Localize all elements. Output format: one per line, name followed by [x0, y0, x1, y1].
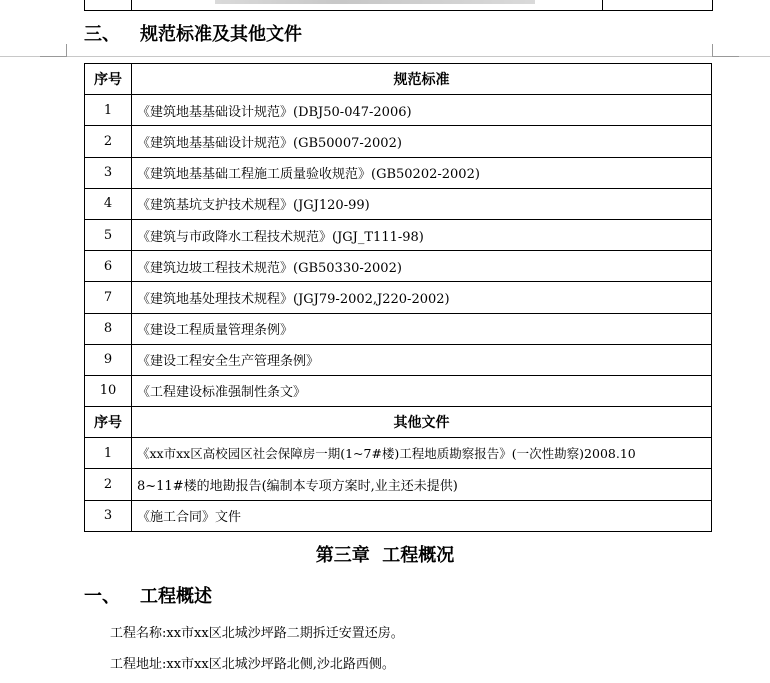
row-text: 《建筑边坡工程技术规范》(GB50330-2002): [132, 251, 712, 282]
chapter-title: 第三章 工程概况: [315, 545, 455, 566]
table-row: [85, 469, 712, 500]
page-break-rule: [0, 56, 770, 57]
row-no: 1: [85, 438, 132, 469]
row-no: 2: [85, 126, 132, 157]
table-row: [85, 126, 712, 157]
table-row: [85, 313, 712, 344]
subsection-heading: [84, 582, 212, 608]
row-no: 1: [85, 95, 132, 126]
row-text: 《建设工程质量管理条例》: [132, 313, 712, 344]
header-no: 序号: [85, 64, 132, 95]
project-address-paragraph: 工程地址:xx市xx区北城沙坪路北侧,沙北路西侧。: [110, 657, 395, 672]
table-row: [85, 375, 712, 406]
row-no: 6: [85, 251, 132, 282]
row-no: 8: [85, 313, 132, 344]
section-number: 三、: [84, 24, 120, 45]
project-name-paragraph: 工程名称:xx市xx区北城沙坪路二期拆迁安置还房。: [110, 626, 404, 641]
row-text: 《建筑基坑支护技术规程》(JGJ120-99): [132, 188, 712, 219]
row-no: 10: [85, 375, 132, 406]
table-row: [85, 438, 712, 469]
table-row: [85, 157, 712, 188]
table-row: [85, 95, 712, 126]
row-no: 3: [85, 500, 132, 531]
others-header-row: [85, 407, 712, 438]
row-text: 《xx市xx区高校园区社会保障房一期(1~7#楼)工程地质勘察报告》(一次性勘察)2008.10: [132, 438, 712, 469]
previous-table-remnant: [84, 0, 713, 11]
row-text: 《建筑地基基础工程施工质量验收规范》(GB50202-2002): [132, 157, 712, 188]
standards-header-row: [85, 64, 712, 95]
row-text: 《建筑地基基础设计规范》(GB50007-2002): [132, 126, 712, 157]
table-row: [85, 344, 712, 375]
page-corner-mark-right: [712, 44, 739, 57]
subsection-number: 一、: [84, 586, 120, 607]
row-text: 《工程建设标准强制性条文》: [132, 375, 712, 406]
page-corner-mark-left: [40, 44, 67, 57]
row-text: 《建筑地基基础设计规范》(DBJ50-047-2006): [132, 95, 712, 126]
table-row: [85, 282, 712, 313]
row-no: 3: [85, 157, 132, 188]
row-text: 《施工合同》文件: [132, 500, 712, 531]
row-no: 4: [85, 188, 132, 219]
row-text: 《建设工程安全生产管理条例》: [132, 344, 712, 375]
standards-table: [84, 63, 712, 532]
section-title: 规范标准及其他文件: [140, 24, 302, 45]
subsection-title: 工程概述: [140, 586, 212, 607]
row-no: 7: [85, 282, 132, 313]
row-text: 《建筑与市政降水工程技术规范》(JGJ_T111-98): [132, 219, 712, 250]
header-others: 其他文件: [132, 407, 712, 438]
table-row: [85, 500, 712, 531]
table-row: [85, 188, 712, 219]
header-standards: 规范标准: [132, 64, 712, 95]
row-no: 2: [85, 469, 132, 500]
row-no: 9: [85, 344, 132, 375]
header-no: 序号: [85, 407, 132, 438]
table-row: [85, 219, 712, 250]
row-text: 《建筑地基处理技术规程》(JGJ79-2002,J220-2002): [132, 282, 712, 313]
row-text: 8~11#楼的地勘报告(编制本专项方案时,业主还未提供): [132, 469, 712, 500]
table-row: [85, 251, 712, 282]
row-no: 5: [85, 219, 132, 250]
section-heading: [84, 20, 302, 46]
